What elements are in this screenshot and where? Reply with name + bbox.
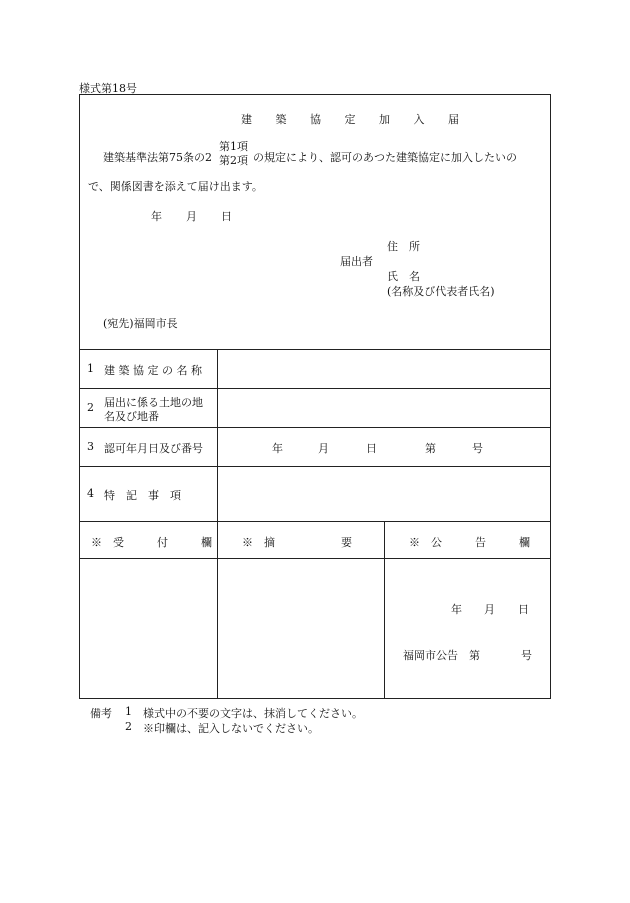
remarks-item-text: 様式中の不要の文字は、抹消してください。 [143,707,363,720]
divider [79,558,551,559]
notice-header: ※ 公 告 欄 [409,536,530,549]
approval-dai: 第 [425,442,436,455]
remarks-item-number: 1 [125,705,132,718]
row-number: 2 [87,401,94,414]
notice-year: 年 [451,603,462,616]
approval-month: 月 [318,442,329,455]
intro-suffix: の規定により、認可のあつた建築協定に加入したいの [253,151,517,164]
column-divider [384,521,385,699]
remarks-label: 備考 [90,707,112,720]
applicant-label: 届出者 [340,255,373,268]
row-label-approval: 認可年月日及び番号 [104,442,203,455]
row-number: 1 [87,362,94,375]
approval-go: 号 [472,442,483,455]
divider [79,349,551,350]
date-month: 月 [186,210,197,223]
form-number: 様式第18号 [79,82,137,95]
remarks-item-number: 2 [125,720,132,733]
reception-header: ※ 受 付 欄 [91,536,212,549]
divider [79,388,551,389]
notice-label: 福岡市公告 第 [403,649,480,662]
applicant-address: 住 所 [387,240,420,253]
date-year: 年 [151,210,162,223]
form-title: 建 築 協 定 加 入 届 [241,113,469,126]
date-day: 日 [221,210,232,223]
divider [79,521,551,522]
intro-option-b: 第2項 [219,154,248,167]
row-label-remarks: 特 記 事 項 [104,489,181,502]
approval-day: 日 [366,442,377,455]
row-number: 3 [87,440,94,453]
divider [79,427,551,428]
intro-line2: で、関係図書を添えて届け出ます。 [88,180,263,193]
notice-day: 日 [518,603,529,616]
row-label-land-line1: 届出に係る土地の地 [104,396,203,409]
addressee: (宛先)福岡市長 [103,317,178,330]
applicant-name: 氏 名 [387,270,420,283]
notice-month: 月 [484,603,495,616]
column-divider [217,349,218,699]
intro-option-fraction [219,140,248,168]
row-number: 4 [87,487,94,500]
row-label-agreement-name: 建 築 協 定 の 名 称 [104,364,202,377]
notice-go: 号 [521,649,532,662]
intro-option-a: 第1項 [219,140,248,153]
divider [79,466,551,467]
applicant-name-note: (名称及び代表者氏名) [387,285,495,298]
remarks-item-text: ※印欄は、記入しないでください。 [143,722,319,735]
approval-year: 年 [272,442,283,455]
summary-header: ※ 摘 要 [242,536,352,549]
row-label-land-line2: 名及び地番 [104,410,159,423]
intro-prefix: 建築基準法第75条の2 [103,151,212,164]
